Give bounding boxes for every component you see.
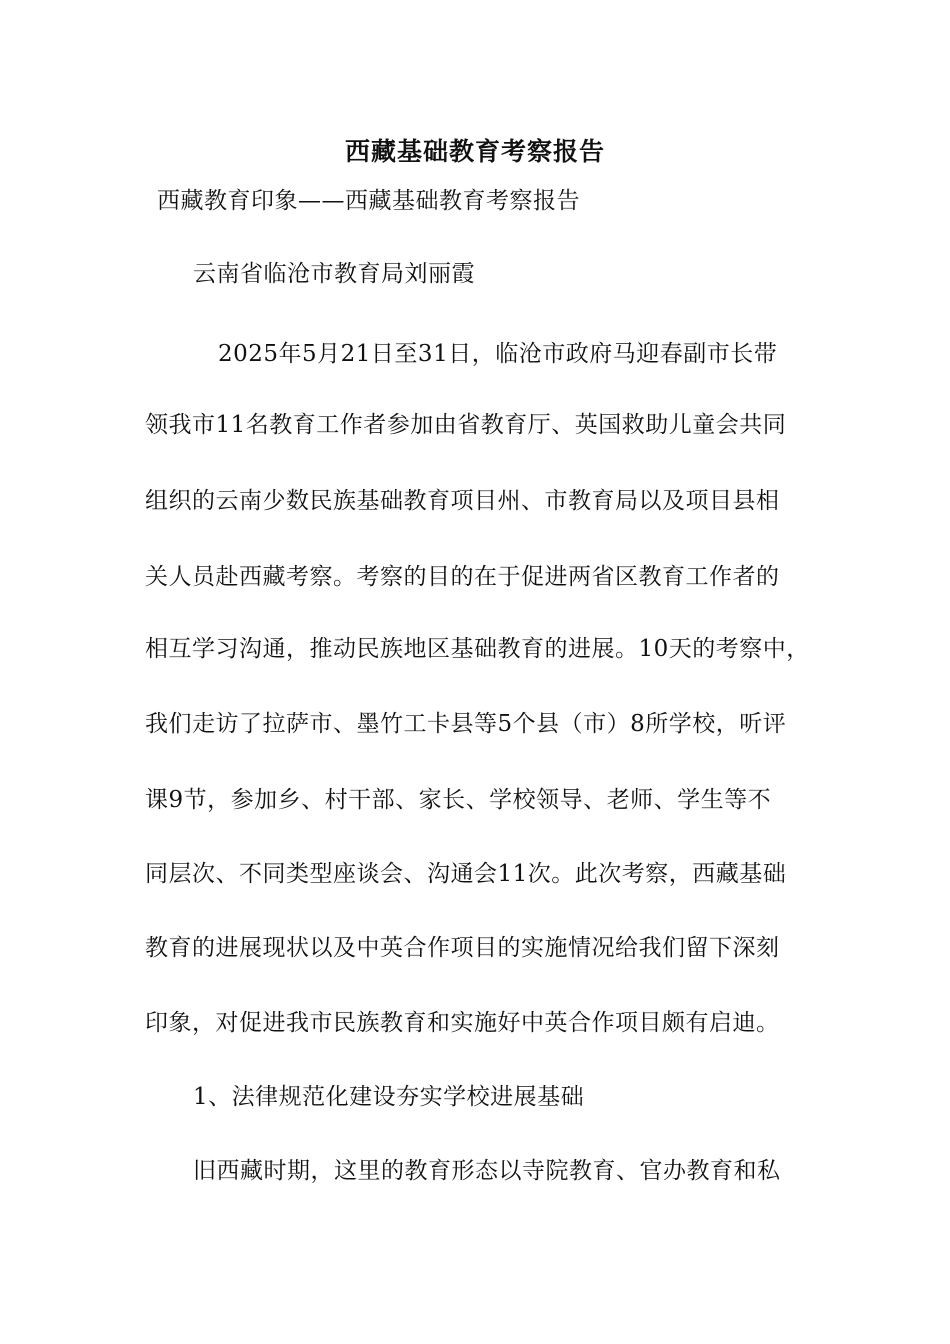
paragraph-line: 旧西藏时期，这里的教育形态以寺院教育、官办教育和私	[193, 1158, 781, 1184]
paragraph-line: 领我市11名教育工作者参加由省教育厅、英国救助儿童会共同	[145, 412, 787, 438]
paragraph-line: 同层次、不同类型座谈会、沟通会11次。此次考察，西藏基础	[145, 861, 787, 887]
document-title: 西藏基础教育考察报告	[344, 137, 605, 166]
document-subtitle: 西藏教育印象——西藏基础教育考察报告	[157, 188, 580, 214]
paragraph-line: 印象，对促进我市民族教育和实施好中英合作项目颇有启迪。	[145, 1010, 780, 1036]
paragraph-line: 课9节，参加乡、村干部、家长、学校领导、老师、学生等不	[145, 787, 772, 813]
paragraph-line: 我们走访了拉萨市、墨竹工卡县等5个县（市）8所学校，听评	[145, 711, 787, 737]
paragraph-line: 相互学习沟通，推动民族地区基础教育的进展。10天的考察中，	[145, 636, 810, 662]
paragraph-line: 2025年5月21日至31日，临沧市政府马迎春副市长带	[218, 341, 778, 367]
paragraph-line: 教育的进展现状以及中英合作项目的实施情况给我们留下深刻	[145, 935, 780, 961]
section-heading: 1、法律规范化建设夯实学校进展基础	[193, 1084, 585, 1110]
paragraph-line: 组织的云南少数民族基础教育项目州、市教育局以及项目县相	[145, 488, 780, 514]
author-line: 云南省临沧市教育局刘丽霞	[193, 261, 475, 287]
paragraph-line: 关人员赴西藏考察。考察的目的在于促进两省区教育工作者的	[145, 564, 780, 590]
